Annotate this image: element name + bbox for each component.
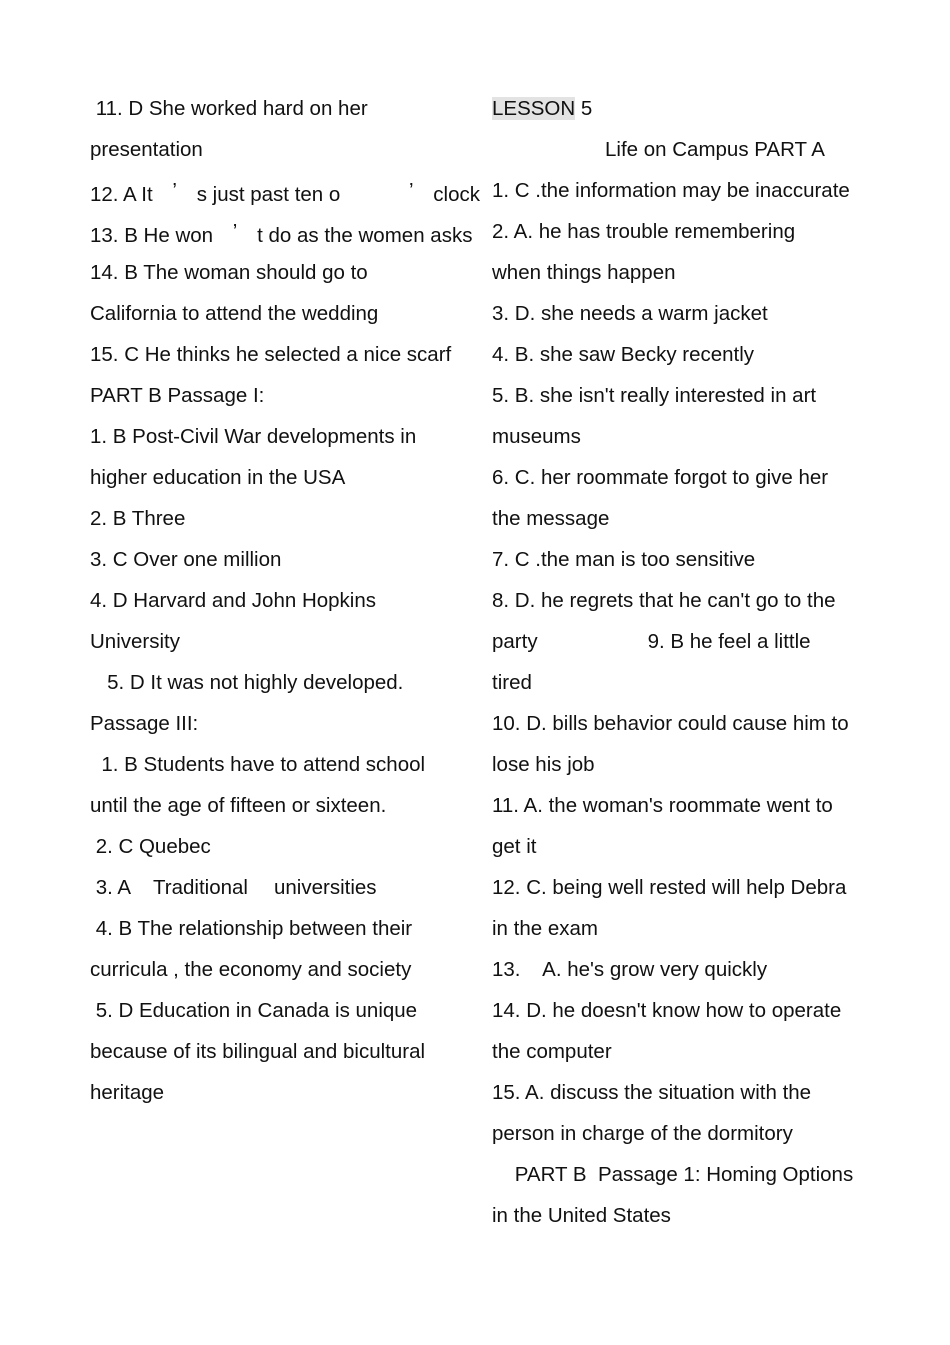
right-column — [492, 88, 867, 1236]
answer-line: heritage — [90, 1081, 165, 1104]
answer-line: 13. A. he's grow very quickly — [492, 958, 768, 981]
answer-text: s just past ten o — [196, 183, 341, 206]
answer-line: higher education in the USA — [90, 466, 346, 489]
answer-line: lose his job — [492, 753, 595, 776]
answer-line: tired — [492, 671, 532, 694]
section-heading: PART B Passage I: — [90, 384, 265, 407]
answer-line: 2. C Quebec — [90, 835, 211, 858]
answer-line: 5. D It was not highly developed. — [90, 671, 404, 694]
answer-line — [90, 170, 480, 211]
answer-text: universities — [273, 876, 377, 899]
answer-line: 4. B. she saw Becky recently — [492, 343, 755, 366]
answer-line: 2. A. he has trouble remembering — [492, 220, 796, 243]
apostrophe-mark: ’ — [409, 179, 414, 202]
lesson-subtitle: Life on Campus PART A — [605, 138, 825, 161]
answer-line: 11. D She worked hard on her — [90, 97, 368, 120]
answer-line: until the age of fifteen or sixteen. — [90, 794, 387, 817]
answer-line: 11. A. the woman's roommate went to — [492, 794, 833, 817]
answer-line: 2. B Three — [90, 507, 186, 530]
answer-text: party — [492, 630, 538, 653]
answer-line: 4. D Harvard and John Hopkins — [90, 589, 377, 612]
answer-line: 7. C .the man is too sensitive — [492, 548, 756, 571]
answer-text: 3. A — [90, 876, 132, 899]
answer-text: t do as the women asks — [257, 224, 473, 247]
answer-line: 15. A. discuss the situation with the — [492, 1081, 812, 1104]
answer-line: 10. D. bills behavior could cause him to — [492, 712, 849, 735]
answer-text: 9. B he feel a little — [647, 630, 811, 653]
answer-line: the computer — [492, 1040, 612, 1063]
answer-line: 12. C. being well rested will help Debra — [492, 876, 847, 899]
answer-line: 1. B Students have to attend school — [90, 753, 426, 776]
answer-text: 12. A It — [90, 183, 153, 206]
lesson-number: 5 — [575, 97, 593, 120]
apostrophe-mark: ’ — [232, 220, 238, 243]
answer-line: because of its bilingual and bicultural — [90, 1040, 426, 1063]
answer-line: person in charge of the dormitory — [492, 1122, 793, 1145]
answer-line — [90, 867, 480, 908]
answer-line: California to attend the wedding — [90, 302, 379, 325]
left-column — [90, 88, 480, 1113]
answer-line: get it — [492, 835, 537, 858]
apostrophe-mark: ’ — [172, 179, 177, 202]
answer-line: 1. B Post-Civil War developments in — [90, 425, 417, 448]
section-heading: Passage III: — [90, 712, 199, 735]
answer-line: 1. C .the information may be inaccurate — [492, 179, 850, 202]
answer-line — [492, 621, 867, 662]
answer-line: 3. C Over one million — [90, 548, 282, 571]
answer-line: 4. B The relationship between their — [90, 917, 413, 940]
answer-line: University — [90, 630, 180, 653]
answer-line: 14. B The woman should go to — [90, 261, 368, 284]
answer-line: 15. C He thinks he selected a nice scarf — [90, 343, 452, 366]
answer-text: clock — [433, 183, 480, 206]
answer-line: presentation — [90, 138, 203, 161]
answer-line: 5. D Education in Canada is unique — [90, 999, 418, 1022]
answer-line: 14. D. he doesn't know how to operate — [492, 999, 842, 1022]
section-heading: PART B Passage 1: Homing Options — [492, 1163, 854, 1186]
answer-line: curricula , the economy and society — [90, 958, 412, 981]
answer-line — [90, 211, 480, 252]
answer-line: 8. D. he regrets that he can't go to the — [492, 589, 836, 612]
answer-line: 5. B. she isn't really interested in art — [492, 384, 817, 407]
answer-text: Traditional — [153, 876, 248, 899]
lesson-label-highlighted: LESSON — [492, 97, 576, 120]
answer-line: the message — [492, 507, 610, 530]
answer-line: in the exam — [492, 917, 598, 940]
section-heading: in the United States — [492, 1204, 671, 1227]
answer-line: when things happen — [492, 261, 676, 284]
answer-line: museums — [492, 425, 581, 448]
lesson-title — [492, 88, 867, 129]
answer-line: 3. D. she needs a warm jacket — [492, 302, 768, 325]
answer-text: 13. B He won — [90, 224, 214, 247]
answer-line: 6. C. her roommate forgot to give her — [492, 466, 829, 489]
